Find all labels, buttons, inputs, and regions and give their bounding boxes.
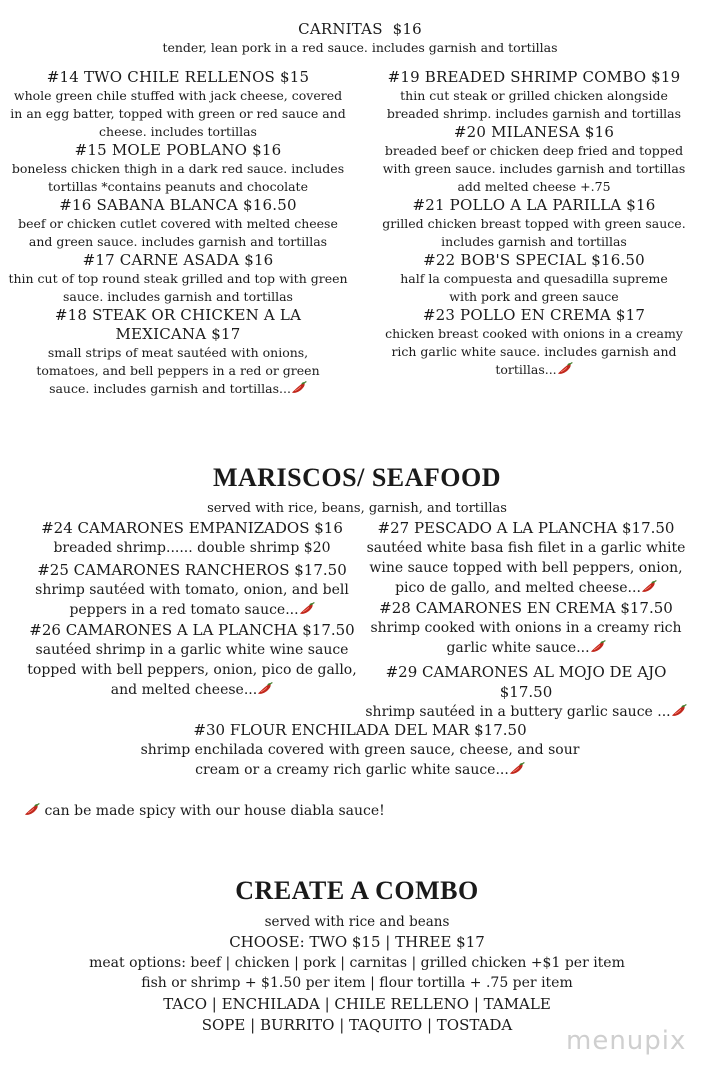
chili-pepper-icon: [641, 580, 657, 594]
item-title: #16 SABANA BLANCA $16.50: [59, 196, 297, 214]
menu-item: [358, 598, 694, 658]
chili-pepper-icon: [299, 602, 315, 616]
item-desc: whole green chile stuffed with jack cheese, covered in an egg batter, topped with green or red sauce and cheese. includes tortillas: [10, 88, 346, 139]
spicy-note-text: can be made spicy with our house diabla sauce!: [44, 803, 385, 819]
combo-details: [0, 912, 714, 1036]
item-title: #23 POLLO EN CREMA $17: [422, 306, 646, 324]
menu-item: [8, 251, 348, 306]
item-desc: [358, 618, 694, 658]
combo-line: CHOOSE: TWO $15 | THREE $17: [229, 933, 485, 951]
chili-pepper-icon: [24, 803, 40, 817]
menu-item: [364, 123, 704, 196]
item-desc: [18, 580, 366, 620]
chili-pepper-icon: [557, 362, 573, 376]
item-desc: grilled chicken breast topped with green sauce. includes garnish and tortillas: [382, 216, 686, 249]
combo-line: TACO | ENCHILADA | CHILE RELLENO | TAMALE: [163, 995, 551, 1013]
combo-line: SOPE | BURRITO | TAQUITO | TOSTADA: [201, 1016, 513, 1034]
chili-pepper-icon: [671, 704, 687, 718]
item-desc: thin cut steak or grilled chicken alongside breaded shrimp. includes garnish and tortillas: [386, 88, 682, 121]
item-title: #24 CAMARONES EMPANIZADOS $16: [41, 519, 343, 537]
item-desc: thin cut of top round steak grilled and top with green sauce. includes garnish and tortillas: [8, 271, 348, 304]
item-desc: [130, 740, 590, 780]
item-title: #20 MILANESA $16: [453, 123, 615, 141]
menu-item: [18, 560, 366, 620]
item-desc-text: shrimp sautéed with tomato, onion, and bell peppers in a red tomato sauce...: [35, 582, 349, 618]
item-desc: [358, 702, 694, 722]
menu-item: [358, 518, 694, 598]
combo-heading: CREATE A COMBO: [235, 876, 479, 905]
item-desc: breaded shrimp...... double shrimp $20: [53, 540, 331, 556]
item-desc: [20, 344, 336, 398]
item-desc: breaded beef or chicken deep fried and topped with green sauce. includes garnish and tortillas: [382, 143, 686, 176]
item-title: #19 BREADED SHRIMP COMBO $19: [387, 68, 681, 86]
item-desc: half la compuesta and quesadilla supreme with pork and green sauce: [400, 271, 668, 304]
item-title: #18 STEAK OR CHICKEN A LA MEXICANA $17: [54, 306, 302, 343]
combo-line: served with rice and beans: [264, 914, 450, 930]
item-title: #26 CAMARONES A LA PLANCHA $17.50: [29, 621, 355, 639]
combo-line: meat options: beef | chicken | pork | carnitas | grilled chicken +$1 per item: [89, 955, 625, 971]
chili-pepper-icon: [590, 640, 606, 654]
item-title: #14 TWO CHILE RELLENOS $15: [46, 68, 310, 86]
seafood-heading: MARISCOS/ SEAFOOD: [212, 463, 502, 492]
item-desc: [358, 538, 694, 598]
menupix-watermark: menupix: [566, 1026, 687, 1056]
item-title: #27 PESCADO A LA PLANCHA $17.50: [377, 519, 675, 537]
left-menu-column: [8, 68, 348, 398]
item-desc: [364, 325, 704, 379]
menu-item: [8, 306, 348, 398]
item-desc-text: shrimp enchilada covered with green sauce, cheese, and sour cream or a creamy rich garlic white sauce...: [140, 742, 580, 778]
item-desc-text: small strips of meat sautéed with onions, tomatoes, and bell peppers in a red or green sauce. includes garnish and tortillas...: [36, 345, 320, 396]
chili-pepper-icon: [509, 762, 525, 776]
chili-pepper-icon: [291, 381, 307, 395]
seafood-center-item: [130, 720, 590, 780]
item-desc-text: chicken breast cooked with onions in a creamy rich garlic white sauce. includes garnish and tortillas...: [385, 326, 683, 377]
carnitas-block: [0, 20, 720, 57]
seafood-subtitle: served with rice, beans, garnish, and tortillas: [207, 501, 507, 516]
item-title: #25 CAMARONES RANCHEROS $17.50: [37, 561, 347, 579]
menu-item: [364, 306, 704, 379]
item-title: #30 FLOUR ENCHILADA DEL MAR $17.50: [193, 721, 527, 739]
menu-item: [18, 620, 366, 700]
menu-item: [8, 196, 348, 251]
item-title: #21 POLLO A LA PARILLA $16: [412, 196, 656, 214]
carnitas-name: CARNITAS: [298, 20, 383, 38]
item-title: #22 BOB'S SPECIAL $16.50: [423, 251, 645, 269]
item-desc-text: sautéed shrimp in a garlic white wine sauce topped with bell peppers, onion, pico de gallo, and melted cheese...: [27, 642, 357, 698]
menu-item: [364, 68, 704, 123]
item-desc: [18, 640, 366, 700]
right-menu-column: [364, 68, 704, 379]
seafood-right-column: [358, 518, 694, 722]
spicy-note: [24, 801, 385, 821]
item-title: #15 MOLE POBLANO $16: [74, 141, 282, 159]
item-desc-text: shrimp sautéed in a buttery garlic sauce ...: [365, 704, 671, 720]
chili-pepper-icon: [257, 682, 273, 696]
seafood-left-column: [18, 518, 366, 700]
item-extra: add melted cheese +.75: [457, 179, 611, 194]
combo-line: fish or shrimp + $1.50 per item | flour tortilla + .75 per item: [141, 975, 573, 991]
item-desc: boneless chicken thigh in a dark red sauce. includes tortillas *contains peanuts and chocolate: [11, 161, 345, 194]
item-desc-text: sautéed white basa fish filet in a garlic white wine sauce topped with bell peppers, onion, pico de gallo, and melted cheese...: [366, 540, 686, 596]
item-title: #28 CAMARONES EN CREMA $17.50: [379, 599, 673, 617]
item-desc-text: shrimp cooked with onions in a creamy rich garlic white sauce...: [370, 620, 682, 656]
menu-item: [8, 68, 348, 141]
menu-item: [18, 518, 366, 558]
item-title: #17 CARNE ASADA $16: [82, 251, 274, 269]
item-desc: beef or chicken cutlet covered with melted cheese and green sauce. includes garnish and tortillas: [18, 216, 338, 249]
carnitas-title: [0, 20, 720, 39]
menu-item: [364, 196, 704, 251]
menu-item: [8, 141, 348, 196]
menu-item: [364, 251, 704, 306]
carnitas-desc: tender, lean pork in a red sauce. includes garnish and tortillas: [162, 40, 558, 55]
item-title: #29 CAMARONES AL MOJO DE AJO $17.50: [385, 663, 667, 701]
carnitas-price: $16: [392, 20, 422, 38]
menu-item: [358, 662, 694, 722]
